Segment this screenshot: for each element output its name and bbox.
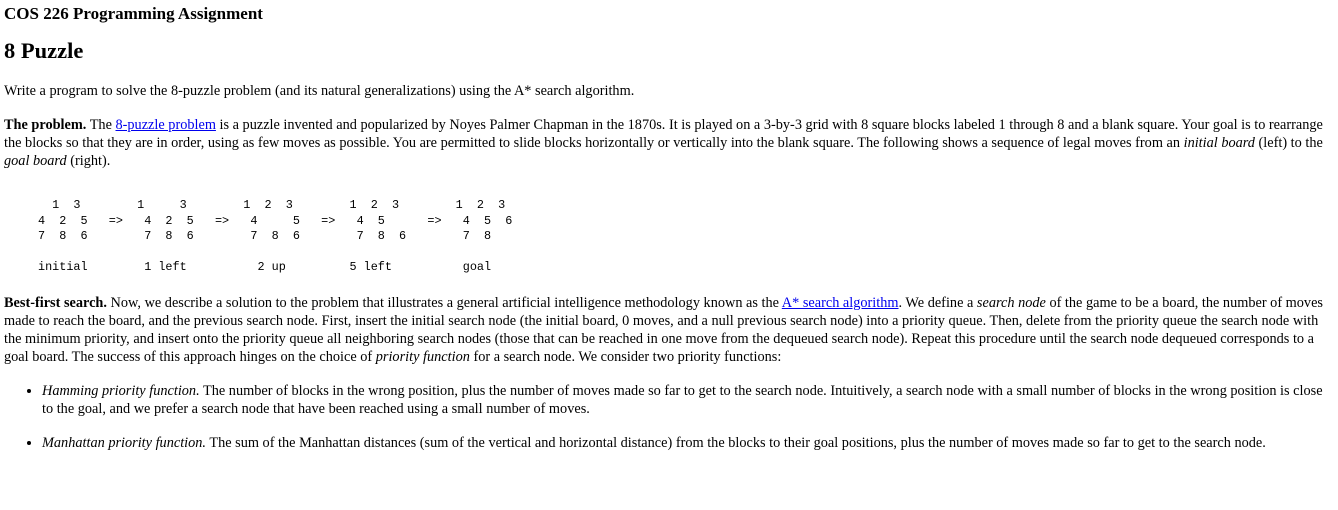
8-puzzle-problem-link[interactable]: 8-puzzle problem <box>115 117 216 133</box>
best-first-text-c: of the game to be a board, the number of moves made to reach the board, and the previous search node. First, insert the initial search node (the initial board, 0 moves, and a null previous search node) into a priority queue. Then, delete from the priority queue the search node with the minimum priority, and insert onto the priority queue all neighboring search nodes (those that can be reached in one move from the dequeued search node). Repeat this procedure until the search node dequeued corresponds to a goal board. The success of this approach hinges on the choice of <box>4 294 1323 365</box>
moves-row: 1 3 1 3 1 2 3 1 2 3 1 2 3 <box>38 198 506 212</box>
goal-board-term: goal board <box>4 153 67 169</box>
search-node-term: search node <box>976 294 1046 311</box>
initial-board-term: initial board <box>1183 135 1255 151</box>
course-heading: COS 226 Programming Assignment <box>4 4 263 23</box>
priority-description: The sum of the Manhattan distances (sum of the vertical and horizontal distance) from the blocks to their goal positions, plus the number of moves made so far to get to the search node. <box>209 434 1266 451</box>
problem-text-a: is a puzzle invented and popularized by Noyes Palmer Chapman in the 1870s. It is played on a 3-by-3 grid with 8 square blocks labeled 1 through 8 and a blank square. Your goal is to rearrange the blocks so that they are in order, using as few moves as possible. You are permitted to slide blocks horizontally or vertically into the blank square. The following shows a sequence of legal moves from an <box>4 117 1323 151</box>
priority-name: Hamming priority function. <box>42 382 200 399</box>
problem-text-b: (left) to the <box>1258 135 1323 151</box>
best-first-text-a: Now, we describe a solution to the problem that illustrates a general artificial intelligence methodology known as the <box>110 294 779 311</box>
priority-name: Manhattan priority function. <box>42 434 207 451</box>
intro-paragraph: Write a program to solve the 8-puzzle problem (and its natural generalizations) using the A* search algorithm. <box>4 83 635 99</box>
best-first-text-d: for a search node. We consider two priority functions: <box>473 348 782 365</box>
moves-row: 4 2 5 => 4 2 5 => 4 5 => 4 5 => 4 5 6 <box>38 213 513 228</box>
moves-labels-row: initial 1 left 2 up 5 left goal <box>38 260 492 274</box>
moves-row: 7 8 6 7 8 6 7 8 6 7 8 6 7 8 <box>38 229 492 243</box>
priority-description: The number of blocks in the wrong position, plus the number of moves made so far to get to the search node. Intuitively, a search node with a small number of blocks in the wrong position is close to the goal, and we prefer a search node that have been reached using a small number of moves. <box>42 382 1323 417</box>
best-first-text-b: . We define a <box>898 294 974 311</box>
list-item <box>42 434 1334 452</box>
priority-function-term: priority function <box>375 348 470 365</box>
list-item <box>42 382 1334 418</box>
page-title: 8 Puzzle <box>4 38 84 63</box>
best-first-paragraph <box>4 294 1334 366</box>
problem-label: The problem. <box>4 117 87 133</box>
problem-text-c: (right). <box>70 153 111 169</box>
problem-text-pre: The <box>89 117 112 133</box>
best-first-label: Best-first search. <box>4 294 107 311</box>
moves-sequence-block <box>4 198 1334 276</box>
a-star-search-link[interactable]: A* search algorithm <box>781 294 899 311</box>
priority-function-list <box>4 382 1334 452</box>
problem-paragraph <box>4 116 1334 170</box>
